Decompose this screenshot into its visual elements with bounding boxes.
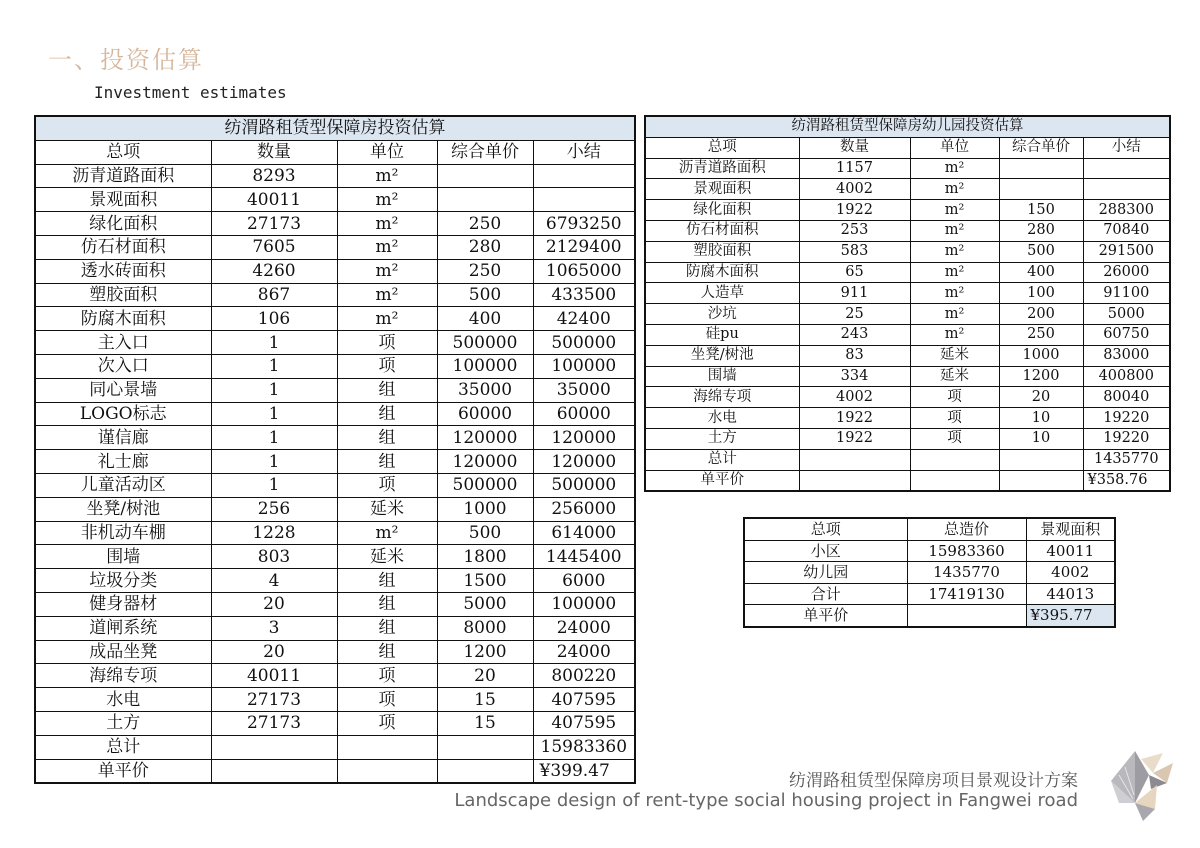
table-cell: 延米 bbox=[910, 345, 999, 366]
table-cell: 15 bbox=[437, 711, 533, 735]
table-row bbox=[35, 688, 635, 712]
table-cell: 6793250 bbox=[533, 212, 635, 236]
table-cell: 绿化面积 bbox=[35, 212, 211, 236]
table-row bbox=[35, 331, 635, 355]
table-cell: 150 bbox=[999, 200, 1083, 221]
table-cell: 同心景墙 bbox=[35, 378, 211, 402]
column-header: 总造价 bbox=[907, 518, 1026, 540]
table-row bbox=[35, 664, 635, 688]
table-cell: 1 bbox=[211, 378, 337, 402]
total-row bbox=[35, 735, 635, 759]
table-cell: 沥青道路面积 bbox=[645, 158, 799, 179]
table-cell: 911 bbox=[799, 283, 910, 304]
table-row bbox=[35, 640, 635, 664]
table-cell: 防腐木面积 bbox=[645, 262, 799, 283]
total-label: 总计 bbox=[35, 735, 211, 759]
table-cell: 407595 bbox=[533, 711, 635, 735]
empty-cell bbox=[910, 449, 999, 470]
unit-price-label: 单平价 bbox=[744, 605, 907, 627]
table-cell: 1922 bbox=[799, 408, 910, 429]
section-subtitle: Investment estimates bbox=[94, 83, 287, 102]
table-cell: 8000 bbox=[437, 616, 533, 640]
table-cell: 塑胶面积 bbox=[645, 241, 799, 262]
table-cell: 400800 bbox=[1083, 366, 1170, 387]
table-cell: 非机动车棚 bbox=[35, 521, 211, 545]
unit-price-value: ¥358.76 bbox=[1083, 470, 1170, 491]
table-cell: 24000 bbox=[533, 616, 635, 640]
table-cell bbox=[999, 179, 1083, 200]
column-header: 单位 bbox=[337, 140, 437, 164]
table-cell: 120000 bbox=[437, 426, 533, 450]
table-cell: 塑胶面积 bbox=[35, 283, 211, 307]
table-cell: 60750 bbox=[1083, 324, 1170, 345]
table-cell: 83 bbox=[799, 345, 910, 366]
table-cell: 2129400 bbox=[533, 235, 635, 259]
table-cell: 景观面积 bbox=[35, 188, 211, 212]
table-cell: m² bbox=[910, 262, 999, 283]
table-cell: 幼儿园 bbox=[744, 562, 907, 584]
table-cell: 主入口 bbox=[35, 331, 211, 355]
table-cell: 组 bbox=[337, 616, 437, 640]
column-header: 小结 bbox=[1083, 137, 1170, 158]
table-cell: 100000 bbox=[533, 354, 635, 378]
table-row bbox=[645, 366, 1170, 387]
table-cell: 项 bbox=[337, 664, 437, 688]
table-cell: 1445400 bbox=[533, 545, 635, 569]
table-cell: 沥青道路面积 bbox=[35, 164, 211, 188]
table-cell: 3 bbox=[211, 616, 337, 640]
table-cell: 1 bbox=[211, 331, 337, 355]
table-cell: 1228 bbox=[211, 521, 337, 545]
table-cell: 1800 bbox=[437, 545, 533, 569]
table-cell: 项 bbox=[337, 473, 437, 497]
table-cell: 组 bbox=[337, 378, 437, 402]
table-row bbox=[744, 583, 1115, 605]
table-cell: 291500 bbox=[1083, 241, 1170, 262]
table-cell: 24000 bbox=[533, 640, 635, 664]
empty-cell bbox=[907, 605, 1026, 627]
table-cell: 1157 bbox=[799, 158, 910, 179]
table-cell: 250 bbox=[437, 259, 533, 283]
table-cell: 7605 bbox=[211, 235, 337, 259]
table-cell: 1 bbox=[211, 473, 337, 497]
table-cell: 27173 bbox=[211, 212, 337, 236]
table-cell: 91100 bbox=[1083, 283, 1170, 304]
table-row bbox=[35, 450, 635, 474]
table-cell: 1922 bbox=[799, 428, 910, 449]
table-cell: m² bbox=[910, 283, 999, 304]
table-cell: 围墙 bbox=[645, 366, 799, 387]
unit-price-value: ¥395.77 bbox=[1026, 605, 1115, 627]
table-row bbox=[645, 428, 1170, 449]
table-cell: 延米 bbox=[337, 545, 437, 569]
table-row bbox=[35, 616, 635, 640]
table-cell: 20 bbox=[437, 664, 533, 688]
caption-row bbox=[645, 116, 1170, 137]
table-cell: 27173 bbox=[211, 711, 337, 735]
table-cell: 15983360 bbox=[907, 540, 1026, 562]
table-cell: 儿童活动区 bbox=[35, 473, 211, 497]
table-row bbox=[35, 545, 635, 569]
table-caption: 纺渭路租赁型保障房投资估算 bbox=[35, 116, 635, 140]
table-cell: 土方 bbox=[35, 711, 211, 735]
table-cell bbox=[1083, 158, 1170, 179]
table-row bbox=[35, 259, 635, 283]
table-cell: 65 bbox=[799, 262, 910, 283]
table-cell bbox=[437, 188, 533, 212]
table-cell: 围墙 bbox=[35, 545, 211, 569]
table-cell: 500 bbox=[437, 521, 533, 545]
table-cell: 组 bbox=[337, 402, 437, 426]
table-cell: 200 bbox=[999, 304, 1083, 325]
table-cell: 803 bbox=[211, 545, 337, 569]
table-cell: 256 bbox=[211, 497, 337, 521]
table-cell: 组 bbox=[337, 450, 437, 474]
table-cell: 谨信廊 bbox=[35, 426, 211, 450]
table-cell: m² bbox=[910, 220, 999, 241]
table-cell: 景观面积 bbox=[645, 179, 799, 200]
table-cell: 仿石材面积 bbox=[645, 220, 799, 241]
table-cell: m² bbox=[337, 212, 437, 236]
table-cell: 1500 bbox=[437, 569, 533, 593]
table-row bbox=[645, 200, 1170, 221]
empty-cell bbox=[799, 449, 910, 470]
header-row bbox=[35, 140, 635, 164]
table-row bbox=[35, 354, 635, 378]
table-cell: m² bbox=[910, 324, 999, 345]
table-cell: 绿化面积 bbox=[645, 200, 799, 221]
column-header: 景观面积 bbox=[1026, 518, 1115, 540]
table-cell: 83000 bbox=[1083, 345, 1170, 366]
table-cell: 60000 bbox=[437, 402, 533, 426]
table-row bbox=[645, 241, 1170, 262]
table-cell: 1 bbox=[211, 450, 337, 474]
caption-row bbox=[35, 116, 635, 140]
table-cell: 延米 bbox=[910, 366, 999, 387]
table-cell: 项 bbox=[337, 354, 437, 378]
table-row bbox=[35, 592, 635, 616]
table-cell: 70840 bbox=[1083, 220, 1170, 241]
column-header: 数量 bbox=[799, 137, 910, 158]
empty-cell bbox=[337, 735, 437, 759]
table-cell: 硅pu bbox=[645, 324, 799, 345]
table-cell bbox=[1083, 179, 1170, 200]
table-cell: 800220 bbox=[533, 664, 635, 688]
table-cell: m² bbox=[910, 200, 999, 221]
table-cell: 334 bbox=[799, 366, 910, 387]
table-cell: 20 bbox=[211, 640, 337, 664]
table-cell: 614000 bbox=[533, 521, 635, 545]
table-cell: 成品坐凳 bbox=[35, 640, 211, 664]
table-row bbox=[35, 164, 635, 188]
column-header: 总项 bbox=[645, 137, 799, 158]
table-cell: 水电 bbox=[645, 408, 799, 429]
table-cell: 垃圾分类 bbox=[35, 569, 211, 593]
unit-price-row bbox=[35, 759, 635, 783]
table-cell: 仿石材面积 bbox=[35, 235, 211, 259]
column-header: 总项 bbox=[35, 140, 211, 164]
table-cell: 合计 bbox=[744, 583, 907, 605]
table-cell: m² bbox=[337, 307, 437, 331]
empty-cell bbox=[211, 735, 337, 759]
table-cell: 海绵专项 bbox=[35, 664, 211, 688]
table-cell: 44013 bbox=[1026, 583, 1115, 605]
table-row bbox=[35, 473, 635, 497]
table-cell: 100000 bbox=[533, 592, 635, 616]
table-cell: 106 bbox=[211, 307, 337, 331]
table-cell: 80040 bbox=[1083, 387, 1170, 408]
total-row bbox=[645, 449, 1170, 470]
table-row bbox=[35, 426, 635, 450]
table-cell: 19220 bbox=[1083, 408, 1170, 429]
table-cell: 288300 bbox=[1083, 200, 1170, 221]
kindergarten-estimate-table bbox=[644, 115, 1171, 492]
header-row bbox=[645, 137, 1170, 158]
table-cell: 道闸系统 bbox=[35, 616, 211, 640]
table-cell: 120000 bbox=[437, 450, 533, 474]
table-row bbox=[35, 711, 635, 735]
table-row bbox=[744, 540, 1115, 562]
column-header: 小结 bbox=[533, 140, 635, 164]
table-cell: m² bbox=[337, 283, 437, 307]
section-title: 一、投资估算 bbox=[48, 46, 204, 74]
table-cell: 4 bbox=[211, 569, 337, 593]
table-cell: 项 bbox=[337, 331, 437, 355]
table-row bbox=[645, 179, 1170, 200]
table-row bbox=[645, 262, 1170, 283]
table-cell: LOGO标志 bbox=[35, 402, 211, 426]
table-row bbox=[35, 497, 635, 521]
table-cell: 40011 bbox=[1026, 540, 1115, 562]
unit-price-label: 单平价 bbox=[645, 470, 799, 491]
column-header: 综合单价 bbox=[437, 140, 533, 164]
table-cell: 120000 bbox=[533, 426, 635, 450]
residential-estimate-table bbox=[34, 115, 636, 784]
table-cell: 项 bbox=[337, 711, 437, 735]
table-cell: 27173 bbox=[211, 688, 337, 712]
table-cell: m² bbox=[910, 304, 999, 325]
column-header: 综合单价 bbox=[999, 137, 1083, 158]
empty-cell bbox=[999, 449, 1083, 470]
table-cell: 26000 bbox=[1083, 262, 1170, 283]
table-cell: 延米 bbox=[337, 497, 437, 521]
table-cell: 100000 bbox=[437, 354, 533, 378]
unit-price-row bbox=[645, 470, 1170, 491]
table-cell: 组 bbox=[337, 426, 437, 450]
table-cell: 120000 bbox=[533, 450, 635, 474]
table-cell: 100 bbox=[999, 283, 1083, 304]
table-cell: 透水砖面积 bbox=[35, 259, 211, 283]
table-cell: 40011 bbox=[211, 188, 337, 212]
table-cell: 1 bbox=[211, 354, 337, 378]
table-row bbox=[645, 324, 1170, 345]
table-cell bbox=[437, 164, 533, 188]
empty-cell bbox=[999, 470, 1083, 491]
table-cell: 项 bbox=[910, 408, 999, 429]
empty-cell bbox=[910, 470, 999, 491]
table-cell: 1000 bbox=[437, 497, 533, 521]
table-cell: 1 bbox=[211, 402, 337, 426]
table-cell bbox=[999, 158, 1083, 179]
table-cell: 15 bbox=[437, 688, 533, 712]
table-row bbox=[35, 521, 635, 545]
table-cell: m² bbox=[910, 158, 999, 179]
table-row bbox=[35, 188, 635, 212]
table-cell: 20 bbox=[211, 592, 337, 616]
table-cell: 280 bbox=[999, 220, 1083, 241]
table-cell: 4002 bbox=[799, 387, 910, 408]
table-row bbox=[35, 307, 635, 331]
table-cell: 水电 bbox=[35, 688, 211, 712]
table-cell: 小区 bbox=[744, 540, 907, 562]
table-cell: 组 bbox=[337, 640, 437, 664]
table-row bbox=[35, 569, 635, 593]
table-cell: 4260 bbox=[211, 259, 337, 283]
table-cell: 35000 bbox=[437, 378, 533, 402]
footer-project-title-cn: 纺渭路租赁型保障房项目景观设计方案 bbox=[789, 771, 1078, 791]
table-row bbox=[645, 408, 1170, 429]
table-cell: m² bbox=[337, 188, 437, 212]
table-cell: 407595 bbox=[533, 688, 635, 712]
column-header: 单位 bbox=[910, 137, 999, 158]
table-cell: m² bbox=[910, 241, 999, 262]
table-cell: 4002 bbox=[799, 179, 910, 200]
table-cell: 433500 bbox=[533, 283, 635, 307]
table-cell: 1200 bbox=[437, 640, 533, 664]
table-cell: 1000 bbox=[999, 345, 1083, 366]
table-cell: 253 bbox=[799, 220, 910, 241]
table-cell: m² bbox=[337, 259, 437, 283]
table-cell: 256000 bbox=[533, 497, 635, 521]
column-header: 总项 bbox=[744, 518, 907, 540]
table-cell: 867 bbox=[211, 283, 337, 307]
table-cell: 沙坑 bbox=[645, 304, 799, 325]
unit-price-value: ¥399.47 bbox=[533, 759, 635, 783]
table-cell: 280 bbox=[437, 235, 533, 259]
table-cell: 60000 bbox=[533, 402, 635, 426]
table-row bbox=[645, 283, 1170, 304]
table-cell: 次入口 bbox=[35, 354, 211, 378]
origami-logo-icon bbox=[1105, 745, 1177, 821]
table-cell: 500000 bbox=[533, 473, 635, 497]
table-cell: 土方 bbox=[645, 428, 799, 449]
table-cell: m² bbox=[910, 179, 999, 200]
table-cell: 人造草 bbox=[645, 283, 799, 304]
total-value: 1435770 bbox=[1083, 449, 1170, 470]
table-cell bbox=[533, 188, 635, 212]
table-cell: 500 bbox=[437, 283, 533, 307]
table-cell: 500000 bbox=[533, 331, 635, 355]
total-value: 15983360 bbox=[533, 735, 635, 759]
table-cell: 5000 bbox=[1083, 304, 1170, 325]
table-cell: 243 bbox=[799, 324, 910, 345]
table-cell: 健身器材 bbox=[35, 592, 211, 616]
table-cell: 5000 bbox=[437, 592, 533, 616]
table-row bbox=[645, 345, 1170, 366]
table-cell: 坐凳/树池 bbox=[35, 497, 211, 521]
table-cell: 坐凳/树池 bbox=[645, 345, 799, 366]
table-cell: 25 bbox=[799, 304, 910, 325]
table-cell: 250 bbox=[999, 324, 1083, 345]
empty-cell bbox=[799, 470, 910, 491]
table-cell: 项 bbox=[337, 688, 437, 712]
table-cell: 500000 bbox=[437, 473, 533, 497]
table-cell: 项 bbox=[910, 387, 999, 408]
table-cell: 1922 bbox=[799, 200, 910, 221]
table-row bbox=[744, 562, 1115, 584]
table-cell: 400 bbox=[999, 262, 1083, 283]
table-caption: 纺渭路租赁型保障房幼儿园投资估算 bbox=[645, 116, 1170, 137]
empty-cell bbox=[211, 759, 337, 783]
table-cell: 40011 bbox=[211, 664, 337, 688]
empty-cell bbox=[337, 759, 437, 783]
table-cell: m² bbox=[337, 235, 437, 259]
table-cell: 400 bbox=[437, 307, 533, 331]
table-cell: 19220 bbox=[1083, 428, 1170, 449]
table-cell: 6000 bbox=[533, 569, 635, 593]
table-row bbox=[35, 378, 635, 402]
table-cell: m² bbox=[337, 521, 437, 545]
footer-project-title-en: Landscape design of rent-type social housing project in Fangwei road bbox=[454, 790, 1078, 811]
table-cell: 500 bbox=[999, 241, 1083, 262]
table-cell: 583 bbox=[799, 241, 910, 262]
table-cell: 250 bbox=[437, 212, 533, 236]
summary-table bbox=[743, 517, 1116, 628]
table-cell: 10 bbox=[999, 408, 1083, 429]
table-cell: 防腐木面积 bbox=[35, 307, 211, 331]
unit-price-row bbox=[744, 605, 1115, 627]
header-row bbox=[744, 518, 1115, 540]
table-cell: 礼士廊 bbox=[35, 450, 211, 474]
table-cell: 1 bbox=[211, 426, 337, 450]
table-cell: 42400 bbox=[533, 307, 635, 331]
table-row bbox=[645, 158, 1170, 179]
table-cell: 35000 bbox=[533, 378, 635, 402]
table-cell: 500000 bbox=[437, 331, 533, 355]
table-row bbox=[35, 212, 635, 236]
table-cell: 1065000 bbox=[533, 259, 635, 283]
table-row bbox=[645, 387, 1170, 408]
table-cell: 1200 bbox=[999, 366, 1083, 387]
table-cell: 组 bbox=[337, 569, 437, 593]
unit-price-label: 单平价 bbox=[35, 759, 211, 783]
table-cell: 20 bbox=[999, 387, 1083, 408]
table-cell bbox=[533, 164, 635, 188]
table-row bbox=[35, 283, 635, 307]
table-cell: 10 bbox=[999, 428, 1083, 449]
empty-cell bbox=[437, 759, 533, 783]
table-cell: 项 bbox=[910, 428, 999, 449]
table-row bbox=[645, 304, 1170, 325]
table-cell: 海绵专项 bbox=[645, 387, 799, 408]
table-cell: 8293 bbox=[211, 164, 337, 188]
column-header: 数量 bbox=[211, 140, 337, 164]
total-label: 总计 bbox=[645, 449, 799, 470]
table-cell: 4002 bbox=[1026, 562, 1115, 584]
table-row bbox=[35, 402, 635, 426]
table-cell: m² bbox=[337, 164, 437, 188]
table-cell: 17419130 bbox=[907, 583, 1026, 605]
table-cell: 组 bbox=[337, 592, 437, 616]
table-row bbox=[645, 220, 1170, 241]
empty-cell bbox=[437, 735, 533, 759]
table-row bbox=[35, 235, 635, 259]
table-cell: 1435770 bbox=[907, 562, 1026, 584]
